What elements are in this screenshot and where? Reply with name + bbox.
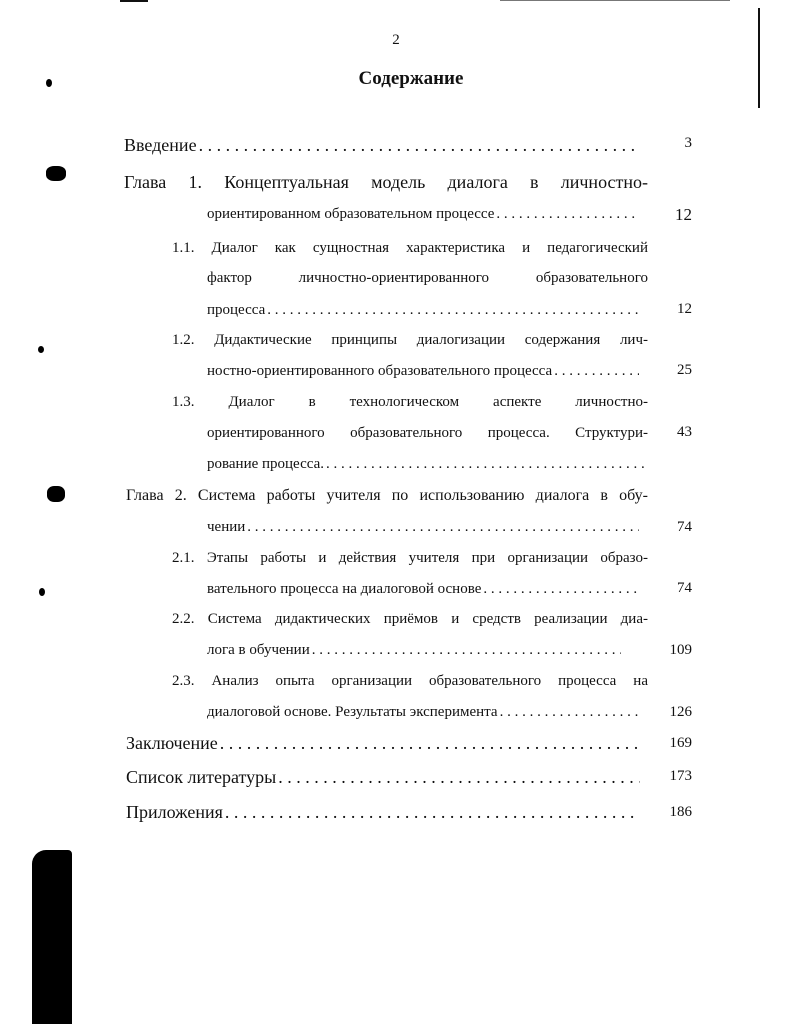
dot-leader [199, 133, 640, 157]
toc-entry-section-1-1-cont2 [207, 298, 645, 322]
toc-entry-section-2-1-cont [207, 577, 645, 601]
toc-entry-label: диалоговой основе. Результаты эксперимента [207, 704, 498, 720]
toc-page-number: 3 [684, 135, 692, 151]
dot-leader [267, 298, 639, 322]
scan-speck [38, 346, 44, 353]
toc-entry-chapter-2-cont [207, 515, 645, 539]
toc-entry-intro [124, 133, 646, 157]
toc-entry-label: 2.1. Этапы работы и действия учителя при организации образо- [172, 550, 648, 566]
scan-edge-top-left [120, 0, 148, 2]
toc-entry-conclusion [126, 731, 646, 755]
toc-entry-label: Список литературы [126, 767, 277, 787]
toc-entry-label: процесса [207, 302, 266, 318]
toc-entry-section-2-3 [172, 669, 648, 693]
toc-entry-label: Приложения [126, 802, 223, 822]
toc-entry-label: ностно-ориентированного образовательного процесса [207, 363, 553, 379]
toc-entry-label: 2.3. Анализ опыта организации образовательного процесса на [172, 673, 648, 689]
toc-entry-appendix [126, 800, 646, 824]
dot-leader [247, 515, 639, 539]
scan-speck [47, 486, 65, 502]
toc-entry-label: Введение [124, 135, 197, 155]
dot-leader [326, 452, 647, 476]
toc-entry-section-1-1 [172, 236, 648, 260]
toc-page-number: 12 [677, 301, 692, 317]
toc-entry-label: 1.1. Диалог как сущностная характеристика и педагогический [172, 240, 648, 256]
toc-entry-section-1-2 [172, 328, 648, 352]
scan-speck [39, 588, 45, 596]
toc-entry-section-1-2-cont [207, 359, 645, 383]
toc-page-number: 173 [669, 768, 692, 784]
toc-entry-section-1-1-cont [207, 266, 648, 290]
toc-page-number: 12 [675, 205, 692, 224]
dot-leader [225, 800, 640, 824]
toc-entry-label: 1.2. Дидактические принципы диалогизации содержания лич- [172, 332, 648, 348]
toc-entry-section-2-2 [172, 607, 648, 631]
dot-leader [312, 638, 621, 662]
toc-entry-section-1-3-cont2 [207, 452, 653, 476]
toc-entry-section-1-3 [172, 390, 648, 414]
toc-entry-references [126, 765, 646, 789]
toc-page-number: 43 [677, 424, 692, 440]
toc-entry-label: Заключение [126, 733, 218, 753]
toc-page-number: 74 [677, 519, 692, 535]
toc-entry-section-2-1 [172, 546, 648, 570]
toc-entry-chapter-1 [124, 170, 648, 194]
toc-entry-chapter-2 [126, 484, 648, 508]
toc-entry-label: ориентированного образовательного процесса. Структури- [207, 425, 648, 441]
toc-entry-section-1-3-cont [207, 421, 648, 445]
toc-entry-label: 2.2. Система дидактических приёмов и средств реализации диа- [172, 611, 648, 627]
dot-leader [554, 359, 639, 383]
dot-leader [483, 577, 639, 601]
toc-entry-label: ориентированном образовательном процессе [207, 206, 495, 222]
toc-page-number: 126 [669, 704, 692, 720]
toc-entry-label: рование процесса. [207, 456, 324, 472]
toc-page-number: 186 [669, 804, 692, 820]
toc-entry-label: Глава 2. Система работы учителя по использованию диалога в обу- [126, 487, 648, 504]
scan-edge-top-right [500, 0, 730, 1]
toc-page-number: 25 [677, 362, 692, 378]
toc-page-number: 169 [669, 735, 692, 751]
toc-entry-section-2-3-cont [207, 700, 645, 724]
toc-page-number: 109 [669, 642, 692, 658]
toc-entry-chapter-1-cont [207, 202, 645, 226]
scan-dark-band [32, 850, 72, 1024]
dot-leader [496, 202, 639, 226]
toc-entry-label: фактор личностно-ориентированного образовательного [207, 270, 648, 286]
dot-leader [278, 765, 640, 789]
page-number: 2 [392, 32, 400, 48]
page-title: Содержание [358, 68, 464, 89]
toc-page-number: 74 [677, 580, 692, 596]
toc-entry-label: 1.3. Диалог в технологическом аспекте личностно- [172, 394, 648, 410]
toc-entry-label: вательного процесса на диалоговой основе [207, 581, 482, 597]
dot-leader [220, 731, 640, 755]
dot-leader [500, 700, 639, 724]
toc-entry-label: лога в обучении [207, 642, 310, 658]
scan-speck [46, 166, 66, 181]
toc-entry-label: Глава 1. Концептуальная модель диалога в личностно- [124, 172, 648, 192]
scan-edge-right [758, 8, 760, 108]
toc-entry-section-2-2-cont [207, 638, 627, 662]
toc-entry-label: чении [207, 519, 246, 535]
